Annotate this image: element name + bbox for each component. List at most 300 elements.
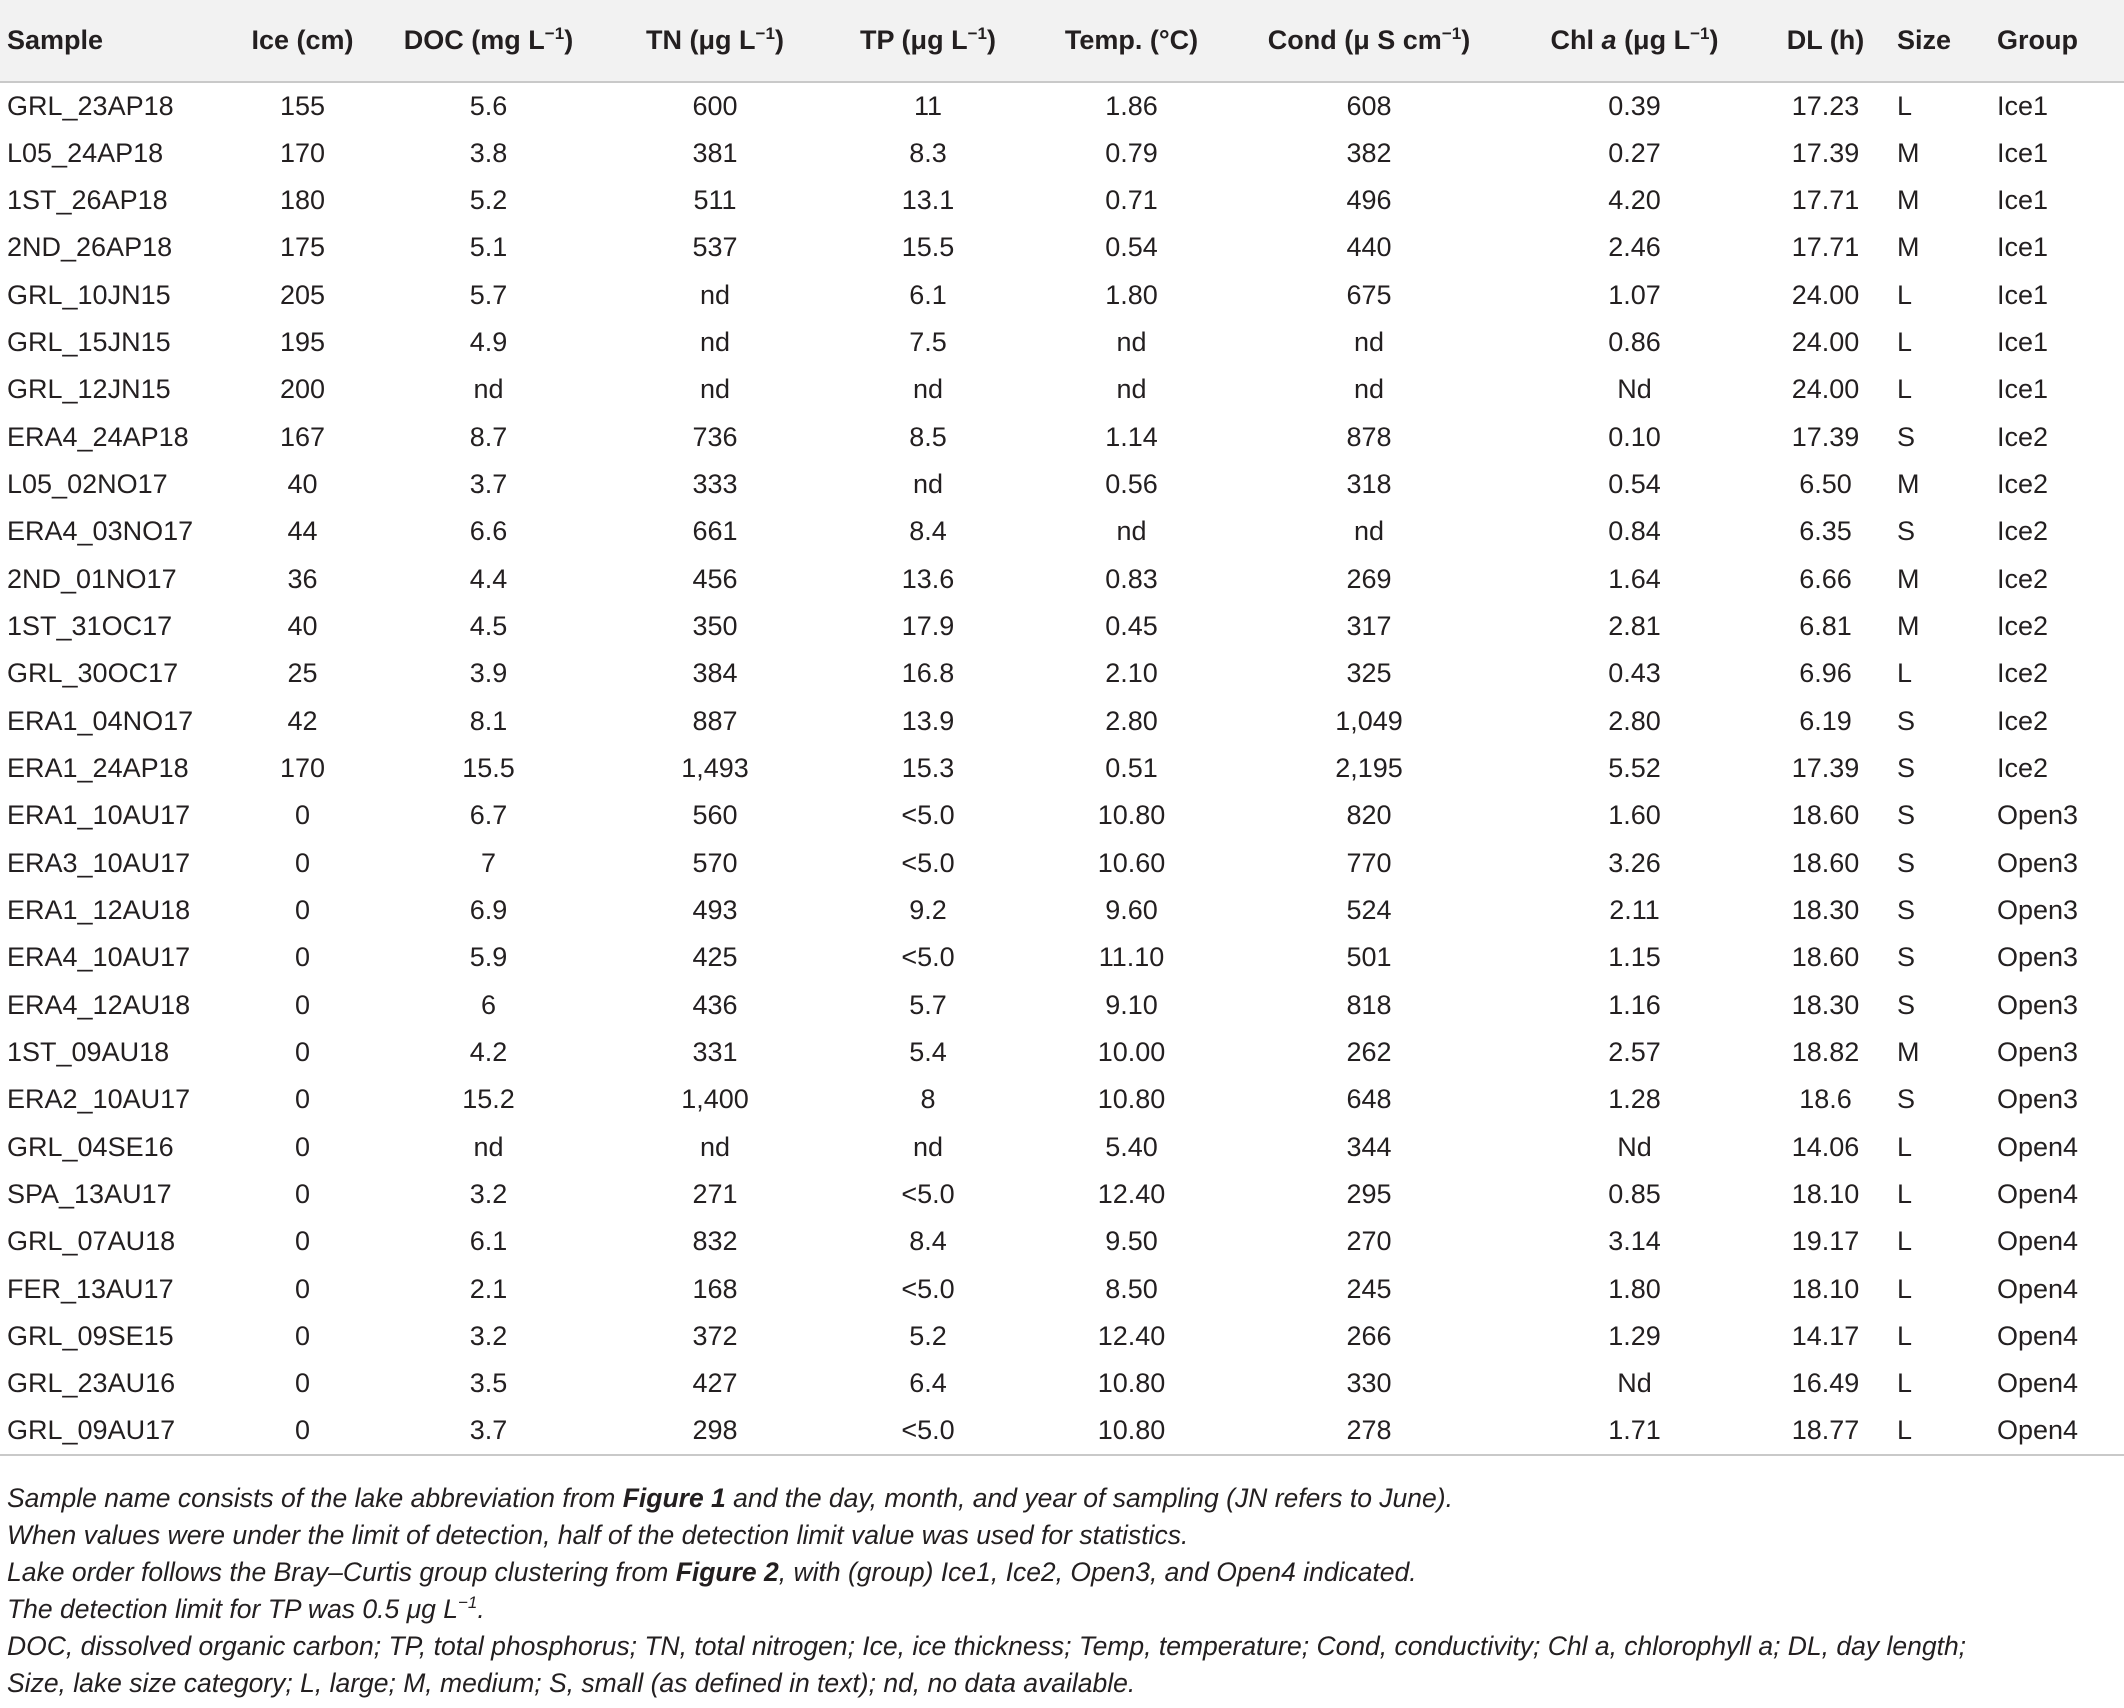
cell-doc: 6.7	[469, 800, 508, 831]
cell-dl: 16.49	[1791, 1368, 1860, 1399]
cell-cond: 382	[1346, 137, 1392, 168]
cell-temp: 10.60	[1097, 847, 1166, 878]
cell-group: Open3	[1997, 800, 2079, 831]
cell-group: Ice1	[1997, 137, 2049, 168]
cell-dl: 6.66	[1799, 563, 1852, 594]
cell-group: Ice2	[1997, 468, 2049, 499]
cell-size: L	[1897, 374, 1913, 405]
cell-tn: 350	[692, 610, 738, 641]
cell-ice: 0	[294, 1321, 311, 1352]
cell-sample: GRL_10JN15	[7, 279, 171, 310]
table-row	[0, 508, 2124, 555]
cell-dl: 18.60	[1791, 800, 1860, 831]
cell-dl: 19.17	[1791, 1226, 1860, 1257]
cell-group: Ice1	[1997, 184, 2049, 215]
cell-ice: 42	[287, 705, 318, 736]
cell-cond: 344	[1346, 1131, 1392, 1162]
cell-tn: nd	[699, 1131, 731, 1162]
cell-ice: 0	[294, 1226, 311, 1257]
cell-doc: 7	[480, 847, 497, 878]
cell-doc: 4.5	[469, 610, 508, 641]
cell-chl: 4.20	[1608, 184, 1661, 215]
cell-tn: 1,493	[681, 752, 749, 783]
cell-tp: 9.2	[909, 895, 947, 926]
cell-tp: 11	[913, 90, 943, 121]
cell-size: L	[1897, 90, 1913, 121]
cell-dl: 18.30	[1791, 895, 1860, 926]
cell-temp: 9.60	[1105, 895, 1158, 926]
cell-ice: 44	[287, 516, 318, 547]
cell-dl: 18.6	[1799, 1084, 1852, 1115]
cell-chl: 2.80	[1608, 705, 1661, 736]
col-header-tp: TP (μg $L^{-1}$)	[823, 0, 1033, 82]
cell-ice: 0	[294, 1084, 311, 1115]
cell-doc: 6.9	[469, 895, 508, 926]
cell-doc: nd	[473, 1131, 504, 1162]
cell-temp: 8.50	[1105, 1273, 1158, 1304]
cell-group: Ice2	[1997, 658, 2049, 689]
cell-doc: 8.1	[469, 705, 508, 736]
cell-group: Open4	[1997, 1321, 2079, 1352]
cell-dl: 17.23	[1791, 90, 1860, 121]
table-row	[0, 697, 2124, 744]
col-header-size: Size	[1890, 0, 1990, 82]
cell-temp: 1.86	[1105, 90, 1158, 121]
cell-ice: 0	[294, 942, 311, 973]
cell-group: Open4	[1990, 1408, 2124, 1455]
cell-tp: <5.0	[823, 1408, 1033, 1455]
cell-tp: 13.1	[901, 184, 955, 215]
cell-ice: 0	[235, 1408, 370, 1455]
cell-ice: 0	[294, 1179, 311, 1210]
cell-size: S	[1897, 895, 1916, 926]
footnote: DOC, dissolved organic carbon; TP, total phosphorus; TN, total nitrogen; Ice, ice thickness; Temp, temperature; Cond, conductivity; Chl a, chlorophyll a; DL, day length;	[7, 1631, 1967, 1661]
cell-chl: 2.81	[1608, 610, 1661, 641]
table-row	[0, 1029, 2124, 1076]
cell-tn: 493	[692, 895, 738, 926]
cell-temp: nd	[1116, 326, 1147, 357]
cell-doc: 15.5	[462, 752, 515, 783]
cell-tp: 8	[920, 1084, 936, 1115]
cell-group: Open4	[1997, 1131, 2079, 1162]
cell-tp: 15.3	[901, 752, 955, 783]
cell-sample: ERA4_10AU17	[7, 942, 191, 973]
table-row	[0, 1360, 2124, 1407]
cell-sample: 1ST_09AU18	[7, 1037, 170, 1068]
table-row	[0, 1408, 2124, 1455]
cell-sample: ERA4_12AU18	[7, 989, 191, 1020]
cell-temp: 10.80	[1097, 800, 1166, 831]
cell-sample: L05_02NO17	[7, 468, 168, 499]
cell-ice: 0	[294, 1131, 311, 1162]
cell-cond: 266	[1346, 1321, 1392, 1352]
cell-cond: 317	[1346, 610, 1392, 641]
cell-tp: 7.5	[909, 326, 947, 357]
cell-chl: Nd	[1617, 1368, 1652, 1399]
table-row	[0, 934, 2124, 981]
cell-group: Open4	[1997, 1179, 2079, 1210]
cell-size: S	[1897, 421, 1916, 452]
cell-doc: 15.2	[462, 1084, 515, 1115]
cell-sample: GRL_09AU17	[0, 1408, 235, 1455]
cell-chl: 1.71	[1508, 1408, 1761, 1455]
cell-sample: GRL_07AU18	[7, 1226, 176, 1257]
cell-group: Ice2	[1997, 516, 2049, 547]
table-row	[0, 1124, 2124, 1171]
cell-tn: 600	[692, 90, 738, 121]
cell-size: M	[1897, 232, 1920, 263]
cell-tn: 331	[692, 1037, 738, 1068]
cell-cond: 524	[1346, 895, 1392, 926]
cell-temp: 12.40	[1097, 1321, 1166, 1352]
cell-dl: 14.17	[1791, 1321, 1860, 1352]
cell-cond: 318	[1346, 468, 1392, 499]
cell-cond: 820	[1346, 800, 1392, 831]
cell-size: M	[1897, 563, 1920, 594]
cell-cond: 440	[1346, 232, 1392, 263]
cell-ice: 0	[294, 1273, 311, 1304]
cell-group: Ice1	[1997, 326, 2049, 357]
cell-sample: ERA3_10AU17	[7, 847, 191, 878]
cell-doc: 3.5	[469, 1368, 508, 1399]
cell-sample: ERA1_04NO17	[7, 705, 194, 736]
cell-ice: 175	[279, 232, 326, 263]
cell-sample: 2ND_26AP18	[7, 232, 173, 263]
col-header-ice: Ice (cm)	[235, 0, 370, 82]
cell-sample: L05_24AP18	[7, 137, 164, 168]
cell-dl: 6.19	[1799, 705, 1852, 736]
cell-temp: nd	[1116, 516, 1147, 547]
table-row	[0, 603, 2124, 650]
cell-cond: 295	[1346, 1179, 1392, 1210]
cell-tn: 298	[607, 1408, 823, 1455]
cell-dl: 17.39	[1791, 137, 1860, 168]
cell-temp: 1.14	[1105, 421, 1158, 452]
cell-size: L	[1897, 1131, 1913, 1162]
cell-chl: 0.27	[1608, 137, 1661, 168]
cell-ice: 0	[294, 847, 311, 878]
table-row	[0, 1076, 2124, 1123]
cell-cond: 1,049	[1335, 705, 1403, 736]
cell-size: L	[1890, 1408, 1990, 1455]
cell-chl: 1.29	[1608, 1321, 1661, 1352]
cell-doc: 6.1	[469, 1226, 508, 1257]
cell-doc: 5.1	[469, 232, 508, 263]
cell-tp: 15.5	[901, 232, 955, 263]
table-row	[0, 271, 2124, 318]
table-row	[0, 129, 2124, 176]
cell-ice: 0	[294, 989, 311, 1020]
cell-size: M	[1897, 184, 1920, 215]
cell-dl: 17.39	[1791, 421, 1860, 452]
cell-tn: 381	[692, 137, 738, 168]
col-header-cond: Cond (μ S $cm^{-1}$)	[1230, 0, 1508, 82]
cell-group: Open3	[1997, 895, 2079, 926]
cell-size: M	[1897, 610, 1920, 641]
cell-tn: 425	[692, 942, 738, 973]
footnote: Sample name consists of the lake abbreviation from Figure 1 and the day, month, and year of sampling (JN refers to June).	[7, 1483, 1453, 1513]
cell-doc: 6	[480, 989, 497, 1020]
cell-dl: 24.00	[1791, 279, 1860, 310]
cell-temp: 9.10	[1105, 989, 1158, 1020]
footnote: Size, lake size category; L, large; M, medium; S, small (as defined in text); nd, no data available.	[7, 1668, 1136, 1698]
cell-sample: ERA4_03NO17	[7, 516, 194, 547]
cell-sample: GRL_30OC17	[7, 658, 179, 689]
cell-dl: 17.39	[1791, 752, 1860, 783]
cell-chl: 0.10	[1608, 421, 1661, 452]
cell-size: L	[1897, 1179, 1913, 1210]
cell-size: S	[1897, 1084, 1916, 1115]
cell-tn: 456	[692, 563, 738, 594]
cell-size: S	[1897, 800, 1916, 831]
cell-chl: 0.84	[1608, 516, 1661, 547]
cell-ice: 205	[279, 279, 326, 310]
cell-tn: 384	[692, 658, 738, 689]
cell-dl: 17.71	[1791, 232, 1860, 263]
cell-temp: nd	[1116, 374, 1147, 405]
cell-temp: 10.80	[1033, 1408, 1230, 1455]
cell-chl: 1.80	[1608, 1273, 1661, 1304]
cell-doc: 3.9	[469, 658, 508, 689]
cell-tp: <5.0	[901, 942, 955, 973]
cell-ice: 180	[279, 184, 326, 215]
cell-tn: 736	[692, 421, 738, 452]
cell-group: Ice2	[1997, 752, 2049, 783]
cell-cond: nd	[1353, 516, 1385, 547]
col-header-tn: TN (μg $L^{-1}$)	[607, 0, 823, 82]
cell-doc: 4.9	[469, 326, 508, 357]
cell-cond: 818	[1346, 989, 1392, 1020]
cell-temp: 2.10	[1105, 658, 1158, 689]
cell-dl: 6.35	[1799, 516, 1852, 547]
table-row	[0, 650, 2124, 697]
table-row	[0, 745, 2124, 792]
cell-tp: 8.5	[909, 421, 947, 452]
table-row	[0, 1218, 2124, 1265]
cell-sample: GRL_04SE16	[7, 1131, 174, 1162]
cell-sample: FER_13AU17	[7, 1273, 174, 1304]
col-header-dl: DL (h)	[1761, 0, 1890, 82]
cell-ice: 40	[287, 610, 318, 641]
cell-cond: 878	[1346, 421, 1392, 452]
cell-size: S	[1897, 989, 1916, 1020]
cell-chl: 0.86	[1608, 326, 1661, 357]
cell-ice: 170	[279, 137, 326, 168]
cell-group: Ice1	[1997, 90, 2049, 121]
cell-tn: 333	[692, 468, 738, 499]
cell-doc: 5.2	[469, 184, 508, 215]
cell-dl: 18.60	[1791, 847, 1860, 878]
cell-size: L	[1897, 1226, 1913, 1257]
cell-tp: nd	[912, 1131, 944, 1162]
cell-tn: 661	[692, 516, 738, 547]
cell-tn: 511	[693, 184, 737, 215]
cell-doc: 5.7	[469, 279, 508, 310]
cell-group: Ice2	[1997, 563, 2049, 594]
cell-dl: 14.06	[1791, 1131, 1860, 1162]
cell-dl: 18.82	[1791, 1037, 1860, 1068]
cell-tn: 560	[692, 800, 738, 831]
cell-ice: 0	[294, 895, 311, 926]
cell-temp: 5.40	[1105, 1131, 1158, 1162]
table-row	[0, 1266, 2124, 1313]
cell-tp: <5.0	[901, 1179, 955, 1210]
cell-dl: 6.81	[1799, 610, 1852, 641]
cell-cond: 648	[1346, 1084, 1392, 1115]
cell-doc: 3.7	[370, 1408, 607, 1455]
cell-doc: nd	[473, 374, 504, 405]
cell-group: Open3	[1997, 1084, 2079, 1115]
cell-cond: 245	[1346, 1273, 1392, 1304]
cell-tn: 271	[692, 1179, 738, 1210]
cell-ice: 170	[279, 752, 326, 783]
cell-chl: 0.43	[1608, 658, 1661, 689]
cell-tn: 427	[692, 1368, 738, 1399]
cell-doc: 2.1	[469, 1273, 508, 1304]
table-footnotes	[7, 1480, 2117, 1702]
cell-size: S	[1897, 942, 1916, 973]
cell-chl: 3.14	[1608, 1226, 1661, 1257]
cell-doc: 4.2	[469, 1037, 508, 1068]
cell-cond: 770	[1346, 847, 1392, 878]
cell-size: L	[1897, 1321, 1913, 1352]
cell-temp: 1.80	[1105, 279, 1158, 310]
cell-tp: 6.1	[909, 279, 947, 310]
cell-dl: 24.00	[1791, 374, 1860, 405]
cell-dl: 18.10	[1791, 1179, 1860, 1210]
cell-doc: 3.2	[469, 1321, 508, 1352]
cell-tp: 13.6	[901, 563, 955, 594]
cell-size: L	[1897, 1368, 1913, 1399]
cell-tn: nd	[699, 279, 731, 310]
cell-tp: nd	[912, 374, 944, 405]
cell-doc: 3.2	[469, 1179, 508, 1210]
cell-tn: 887	[692, 705, 738, 736]
col-header-temp: Temp. (°C)	[1033, 0, 1230, 82]
cell-tp: 5.7	[909, 989, 947, 1020]
table-row	[0, 413, 2124, 460]
cell-tp: 5.2	[909, 1321, 947, 1352]
cell-doc: 6.6	[469, 516, 508, 547]
cell-dl: 17.71	[1791, 184, 1860, 215]
cell-chl: 2.46	[1608, 232, 1661, 263]
cell-temp: 0.71	[1105, 184, 1158, 215]
cell-tp: nd	[912, 468, 944, 499]
cell-tp: 5.4	[909, 1037, 947, 1068]
cell-tp: 8.4	[909, 516, 947, 547]
cell-doc: 8.7	[469, 421, 508, 452]
cell-tn: 168	[692, 1273, 738, 1304]
cell-cond: 330	[1346, 1368, 1392, 1399]
cell-sample: ERA4_24AP18	[7, 421, 189, 452]
cell-sample: 1ST_26AP18	[7, 184, 168, 215]
cell-chl: 2.11	[1609, 895, 1660, 926]
cell-chl: 2.57	[1608, 1037, 1661, 1068]
cell-sample: ERA1_10AU17	[7, 800, 191, 831]
cell-tp: 13.9	[901, 705, 955, 736]
cell-temp: 0.45	[1105, 610, 1158, 641]
table-row	[0, 1313, 2124, 1360]
cell-doc: 4.4	[469, 563, 508, 594]
cell-size: S	[1897, 516, 1916, 547]
cell-chl: Nd	[1617, 1131, 1652, 1162]
cell-group: Ice2	[1997, 705, 2049, 736]
cell-cond: 278	[1230, 1408, 1508, 1455]
cell-tp: 17.9	[901, 610, 955, 641]
cell-group: Ice2	[1997, 421, 2049, 452]
table-row	[0, 224, 2124, 271]
cell-temp: 10.80	[1097, 1368, 1166, 1399]
cell-tp: 8.3	[909, 137, 947, 168]
cell-group: Ice2	[1997, 610, 2049, 641]
cell-tn: 436	[692, 989, 738, 1020]
footnote: Lake order follows the Bray–Curtis group clustering from Figure 2, with (group) Ice1, Ice2, Open3, and Open4 indicated.	[7, 1557, 1417, 1587]
cell-doc: 5.9	[469, 942, 508, 973]
cell-sample: ERA2_10AU17	[7, 1084, 191, 1115]
cell-size: L	[1897, 279, 1913, 310]
col-header-sample: Sample	[0, 0, 235, 82]
cell-group: Open3	[1997, 1037, 2079, 1068]
cell-group: Open3	[1997, 989, 2079, 1020]
cell-chl: 0.54	[1608, 468, 1661, 499]
cell-dl: 18.60	[1791, 942, 1860, 973]
cell-chl: 1.60	[1608, 800, 1661, 831]
table-row	[0, 366, 2124, 413]
cell-group: Open4	[1997, 1368, 2079, 1399]
table-row	[0, 840, 2124, 887]
cell-ice: 167	[279, 421, 326, 452]
cell-cond: 608	[1346, 90, 1392, 121]
cell-group: Open3	[1997, 847, 2079, 878]
cell-ice: 195	[279, 326, 326, 357]
cell-dl: 18.77	[1761, 1408, 1890, 1455]
cell-group: Ice1	[1997, 374, 2049, 405]
cell-size: M	[1897, 468, 1920, 499]
cell-ice: 0	[294, 1037, 311, 1068]
cell-tn: 372	[692, 1321, 738, 1352]
cell-tp: <5.0	[901, 847, 955, 878]
table-row	[0, 177, 2124, 224]
header-row	[0, 0, 2124, 82]
cell-chl: 1.28	[1608, 1084, 1661, 1115]
table-row	[0, 1171, 2124, 1218]
cell-tn: 570	[692, 847, 738, 878]
cell-temp: 0.79	[1105, 137, 1158, 168]
cell-cond: 325	[1346, 658, 1392, 689]
table-row	[0, 982, 2124, 1029]
cell-temp: 10.80	[1097, 1084, 1166, 1115]
footnote: When values were under the limit of detection, half of the detection limit value was used for statistics.	[7, 1520, 1189, 1550]
cell-ice: 40	[287, 468, 318, 499]
table-row	[0, 792, 2124, 839]
cell-ice: 25	[287, 658, 318, 689]
cell-tn: 832	[692, 1226, 738, 1257]
table-row	[0, 319, 2124, 366]
col-header-doc: DOC (mg $L^{-1}$)	[370, 0, 607, 82]
cell-group: Ice1	[1997, 279, 2049, 310]
cell-temp: 0.56	[1105, 468, 1158, 499]
cell-temp: 9.50	[1105, 1226, 1158, 1257]
cell-cond: 496	[1346, 184, 1392, 215]
cell-sample: ERA1_12AU18	[7, 895, 191, 926]
table-row	[0, 555, 2124, 602]
cell-temp: 12.40	[1097, 1179, 1166, 1210]
cell-cond: 675	[1346, 279, 1392, 310]
footnote: The detection limit for TP was 0.5 μg $L^{-1}$.	[7, 1593, 485, 1624]
cell-chl: 1.64	[1608, 563, 1661, 594]
cell-dl: 6.50	[1799, 468, 1852, 499]
cell-group: Open4	[1997, 1226, 2079, 1257]
